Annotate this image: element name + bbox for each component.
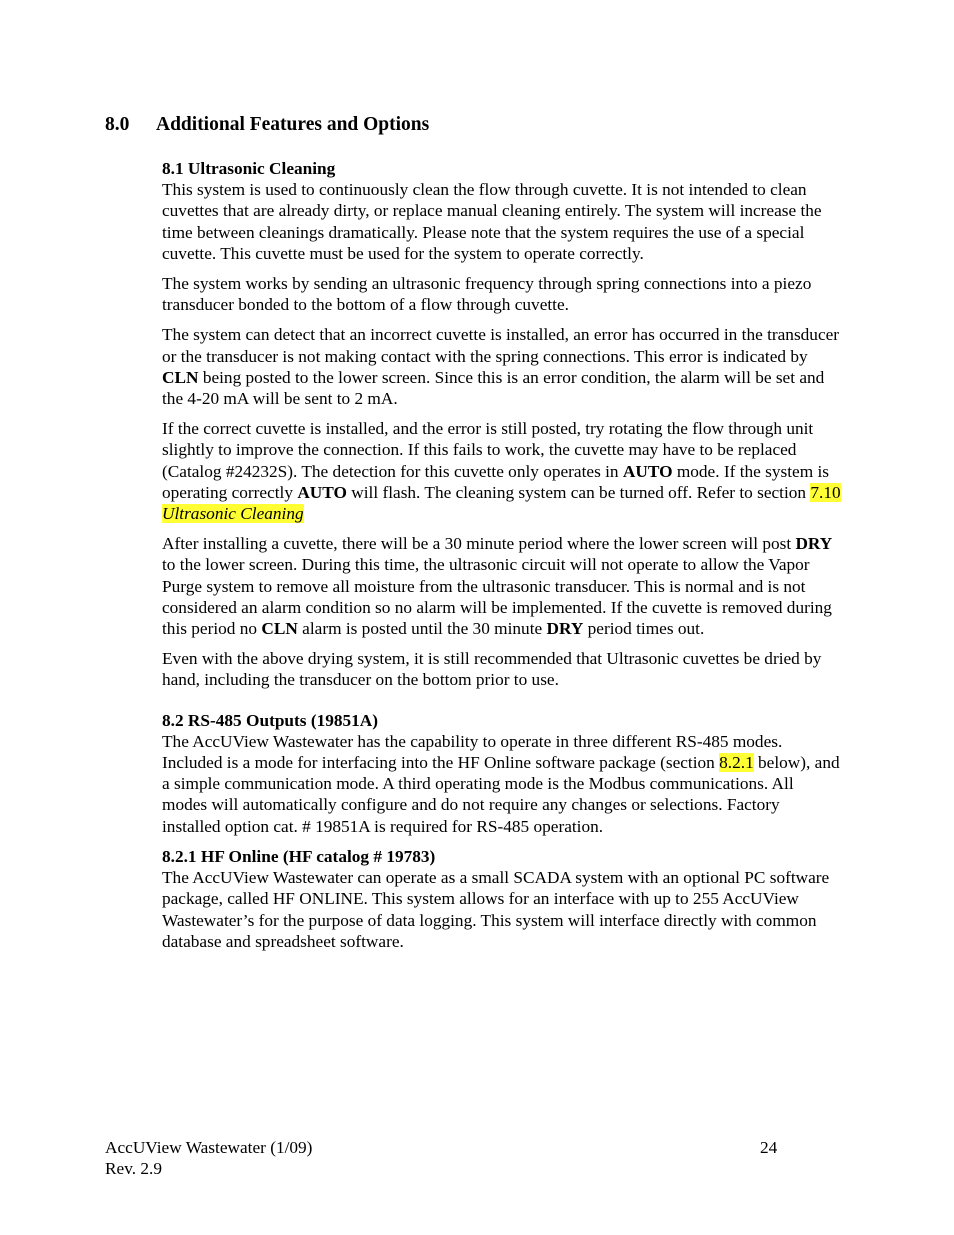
link-number: 7.10 <box>810 482 841 502</box>
code-dry: DRY <box>546 619 584 639</box>
paragraph-8-2-1-1: The AccUView Wastewater can operate as a small SCADA system with an optional PC software package, called HF ONLINE. This system allows for an interface with up to 255 AccUView Wastewater’s for the purpose of data logging. This system will interface directly with common database and spreadsheet software. <box>162 868 830 951</box>
subsection-title-8-2-1: 8.2.1 HF Online (HF catalog # 19783) <box>162 846 436 866</box>
code-auto: AUTO <box>622 461 673 481</box>
footer-revision: Rev. 2.9 <box>105 1159 162 1178</box>
text-run: alarm is posted until the 30 minute <box>297 619 547 639</box>
footer-doc-title: AccUView Wastewater (1/09) <box>105 1138 313 1157</box>
code-cln: CLN <box>261 619 298 639</box>
text-run: period times out. <box>583 619 705 639</box>
paragraph-8-2-1 <box>162 731 842 837</box>
paragraph-8-1-5 <box>162 533 842 639</box>
paragraph-8-1-6: Even with the above drying system, it is still recommended that Ultrasonic cuvettes be dried by hand, including the transducer on the bottom prior to use. <box>162 649 822 690</box>
page-footer <box>105 1137 785 1179</box>
code-cln: CLN <box>162 367 199 387</box>
section-heading-8-0 <box>105 113 429 137</box>
text-run: below), and a simple communication mode. A third operating mode is the Modbus communications. All modes will automatically configure and do not require any changes or selections. Factory installed option cat. # 19851A is required for RS-485 operation. <box>162 753 840 836</box>
cross-reference-link-8-2-1[interactable]: 8.2.1 <box>719 753 754 773</box>
text-run: The system can detect that an incorrect cuvette is installed, an error has occurred in the transducer or the transducer is not making contact with the spring connections. This error is indicated by <box>162 325 840 366</box>
page-number: 24 <box>760 1138 778 1157</box>
text-run: The AccUView Wastewater has the capability to operate in three different RS-485 modes. Included is a mode for interfacing into the HF Online software package (section <box>162 731 783 773</box>
text-run: mode. If the system is operating correctly <box>162 461 829 502</box>
text-run: If the correct cuvette is installed, and the error is still posted, try rotating the flow through unit slightly to improve the connection. If this fails to work, the cuvette may have to be replaced (Catalog #24232S). The detection for this cuvette only operates in <box>162 419 814 481</box>
code-dry: DRY <box>795 534 833 554</box>
text-run: to the lower screen. During this time, the ultrasonic circuit will not operate to allow the Vapor Purge system to remove all moisture from the ultrasonic transducer. This is normal and is not considered an alarm condition so no alarm will be implemented. If the cuvette is removed during this period no <box>162 555 832 639</box>
paragraph-8-1-1: This system is used to continuously clean the flow through cuvette. It is not intended to clean cuvettes that are already dirty, or replace manual cleaning entirely. The system will increase the time between cleanings dramatically. Please note that the system requires the use of a special cuvette. This cuvette must be used for the system to operate correctly. <box>162 180 822 263</box>
subsection-title-8-2: 8.2 RS-485 Outputs (19851A) <box>162 710 379 730</box>
section-8-1 <box>162 158 842 691</box>
section-number: 8.0 <box>105 114 130 135</box>
text-run: After installing a cuvette, there will be a 30 minute period where the lower screen will post <box>162 534 796 554</box>
section-8-2-1 <box>162 846 842 952</box>
text-run: being posted to the lower screen. Since this is an error condition, the alarm will be set and the 4-20 mA will be sent to 2 mA. <box>162 367 825 409</box>
code-auto: AUTO <box>297 482 347 502</box>
section-8-2 <box>162 710 842 837</box>
section-title: Additional Features and Options <box>156 114 430 135</box>
paragraph-8-1-3 <box>162 324 842 409</box>
subsection-title-8-1: 8.1 Ultrasonic Cleaning <box>162 159 336 178</box>
paragraph-8-1-2: The system works by sending an ultrasonic frequency through spring connections into a piezo transducer bonded to the bottom of a flow through cuvette. <box>162 274 812 315</box>
paragraph-8-1-4 <box>162 418 842 524</box>
text-run: will flash. The cleaning system can be turned off. Refer to section <box>346 482 811 502</box>
link-title: Ultrasonic Cleaning <box>162 504 304 524</box>
document-body <box>162 158 842 961</box>
